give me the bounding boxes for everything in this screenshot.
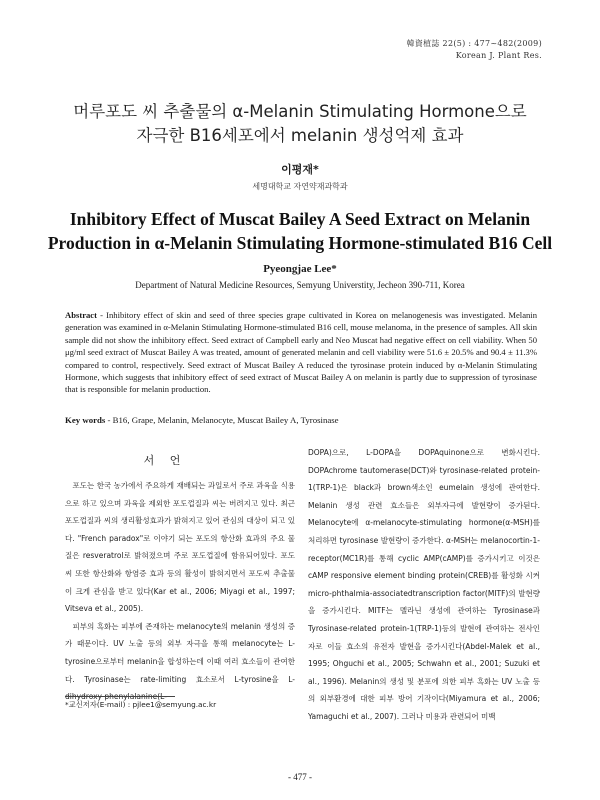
body-column-right xyxy=(308,444,540,726)
body-paragraph: DOPA)으로, L-DOPA을 DOPAquinone으로 변화시킨다. DOPAchrome tautomerase(DCT)와 tyrosinase-related protein-1(TRP-1)은 black과 brown색소인 eumelain 생성에 관여한다. Melanin 생성 관련 효소들은 외부자극에 발현량이 증가된다. Melanocyte에 α-melanocyte-stimulating hormone(α-MSH)를 처리하면 tyrosinase 발현량이 증가한다. α-MSH는 melanocortin-1-receptor(MC1R)를 통해 cyclic AMP(cAMP)를 증가시키고 이것은 cAMP responsive element binding protein(CREB)를 활성화 시켜 micro-phthalmia-associatedtranscription factor(MITF)의 발현량을 증가시킨다. MITF는 멜라닌 생성에 관여하는 Tyrosinase과 Tyrosinase-related protein-1(TRP-1)등의 발현에 관여하는 전사인자로 이들 효소의 유전자 발현을 증가시킨다(Abdel-Malek et al., 1995; Ohguchi et al., 2005; Schwahn et al., 2001; Suzuki et al., 1996). Melanin의 생성 및 분포에 의한 피부 흑화는 UV 노출 등의 외부환경에 대한 피부 방어 기작이다(Miyamura et al., 2006; Yamaguchi et al., 2007). 그러나 미용과 관련되어 미백 xyxy=(308,448,540,721)
body-column-left xyxy=(65,477,295,706)
korean-affiliation: 세명대학교 자연약재과학과 xyxy=(252,182,348,191)
english-title xyxy=(40,207,560,255)
footnote-divider xyxy=(65,696,175,697)
english-title-line2: Production in α-Melanin Stimulating Hormone-stimulated B16 Cell xyxy=(47,233,553,253)
page-number: - 477 - xyxy=(288,772,312,782)
english-title-line1: Inhibitory Effect of Muscat Bailey A Seed Extract on Melanin xyxy=(69,209,531,229)
abstract-text: - Inhibitory effect of skin and seed of three species grape cultivated in Korea on melanogenesis was investigated. Melanin generation was examined in α-Melanin Stimulating Hormone-stimulated B16 cell, mouse melanoma, in the presence of samples. All skin sample did not show the inhibitory effect. Seed extract of Campbell early and Neo Muscat had negative effect on cell viability. When 50 μg/ml seed extract of Muscat Bailey A was treated, amount of generated melanin and cell viability were 51.6 ± 20.5% and 90.4 ± 11.3% compared to control, respectively. Seed extract of Muscat Bailey A reduced the tyrosinase protein induced by α-Melanin Stimulating Hormone, which suggests that inhibitory effect of seed extract of Muscat Bailey A on melanin is partly due to suppression of tyrosinase that is responsible for melanin production. xyxy=(65,310,537,395)
footnote: *교신저자(E-mail) : pjlee1@semyung.ac.kr xyxy=(65,700,217,709)
body-paragraph: 피부의 흑화는 피부에 존재하는 melanocyte의 melanin 생성의 증가 때문이다. UV 노출 등의 외부 자극을 통해 melanocyte는 L-tyrosine으로부터 melanin을 합성하는데 이때 여러 효소들이 관여한다. Tyrosinase는 rate-limiting 효소로서 L-tyrosine을 L-dihydroxy phenylalanine(L- xyxy=(65,621,295,702)
korean-title-line1: 머루포도 씨 추출물의 α-Melanin Stimulating Hormone으로 xyxy=(73,102,527,121)
korean-title-line2: 자극한 B16세포에서 melanin 생성억제 효과 xyxy=(136,126,464,145)
keywords-label: Key words xyxy=(65,415,106,425)
body-paragraph: 포도는 한국 농가에서 주요하게 재배되는 과일로서 주로 과육을 식용으로 하고 있으며 과육을 제외한 포도껍질과 씨는 버려지고 있다. 최근 포도껍질과 씨의 생리활성효과가 밝혀지고 있어 관심의 대상이 되고 있다. "French paradox"로 이야기 되는 포도의 항산화 효과의 주요 물질은 resveratrol로 밝혀졌으며 주로 포도껍질에 함유되어있다. 포도씨 또한 항산화와 항염증 효과 등의 활성이 밝혀지면서 포도씨 추출물이 크게 관심을 받고 있다(Kar et al., 2006; Miyagi et al., 1997; Vitseva et al., 2005). xyxy=(65,481,295,614)
keywords xyxy=(65,415,537,425)
abstract xyxy=(65,309,537,396)
korean-author: 이평재* xyxy=(281,163,319,176)
journal-header xyxy=(312,38,542,62)
journal-name: Korean J. Plant Res. xyxy=(455,51,542,60)
english-affiliation: Department of Natural Medicine Resources, Semyung Universtity, Jecheon 390-711, Korea xyxy=(135,280,465,290)
english-author: Pyeongjae Lee* xyxy=(263,263,337,275)
abstract-label: Abstract xyxy=(65,310,97,320)
journal-citation: 韓資植誌 22(5) : 477~482(2009) xyxy=(406,39,542,48)
keywords-text: - B16, Grape, Melanin, Melanocyte, Muscat Bailey A, Tyrosinase xyxy=(105,415,339,425)
section-heading: 서 언 xyxy=(143,454,187,467)
